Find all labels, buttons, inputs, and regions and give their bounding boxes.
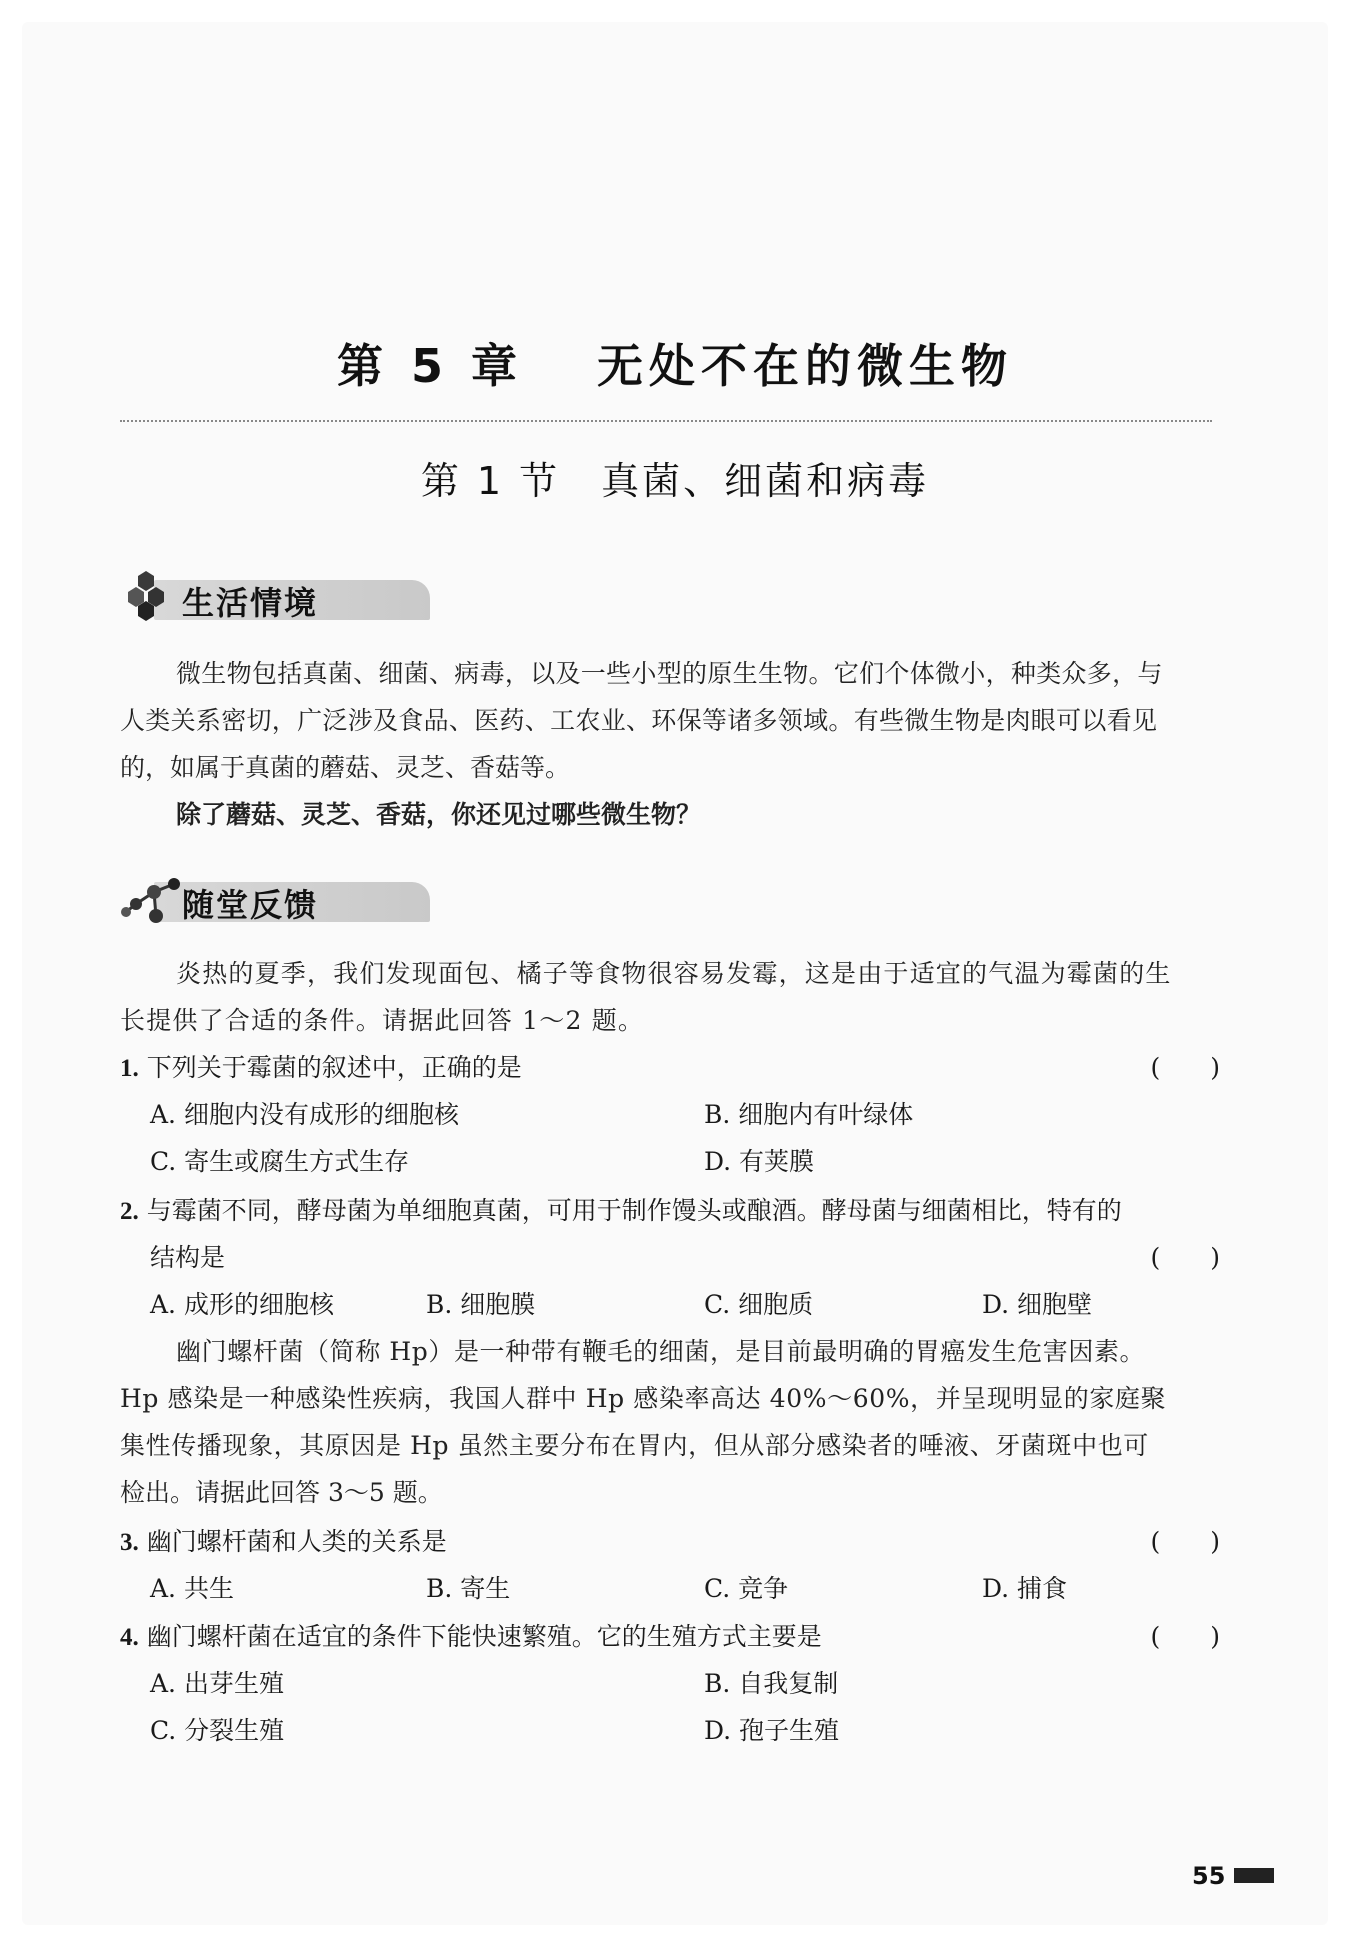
answer-bracket[interactable]: ( ) xyxy=(1150,1622,1220,1651)
question-number: 4. xyxy=(120,1624,139,1651)
option-c[interactable]: C. 细胞质 xyxy=(704,1290,814,1319)
molecule-icon xyxy=(118,870,188,930)
paragraph-line: 炎热的夏季，我们发现面包、橘子等食物很容易发霉，这是由于适宜的气温为霉菌的生 xyxy=(176,959,1172,988)
option-c[interactable]: C. 寄生或腐生方式生存 xyxy=(150,1147,410,1176)
question-number: 3. xyxy=(120,1529,139,1556)
paragraph-line: 人类关系密切，广泛涉及食品、医药、工农业、环保等诸多领域。有些微生物是肉眼可以看见 xyxy=(120,706,1158,735)
option-b[interactable]: B. 自我复制 xyxy=(704,1669,839,1698)
paragraph-line: 长提供了合适的条件。请据此回答 1～2 题。 xyxy=(120,1006,645,1035)
page-number-bar xyxy=(1234,1868,1274,1883)
question-number: 1. xyxy=(120,1055,139,1082)
paragraph-line: 检出。请据此回答 3～5 题。 xyxy=(120,1478,443,1507)
option-d[interactable]: D. 有荚膜 xyxy=(704,1147,815,1176)
question-4 xyxy=(120,1613,1220,1660)
paragraph-line: Hp 感染是一种感染性疾病，我国人群中 Hp 感染率高达 40%～60%，并呈现明显的家庭聚 xyxy=(120,1384,1167,1413)
question-stem: 下列关于霉菌的叙述中，正确的是 xyxy=(146,1053,522,1082)
feedback-heading-label: 随堂反馈 xyxy=(182,886,319,924)
paragraph-line: 集性传播现象，其原因是 Hp 虽然主要分布在胃内，但从部分感染者的唾液、牙菌斑中也可 xyxy=(120,1431,1149,1460)
chapter-title: 第 5 章 无处不在的微生物 xyxy=(336,339,1014,393)
paragraph-line: 的，如属于真菌的蘑菇、灵芝、香菇等。 xyxy=(120,753,571,782)
question-2-continued xyxy=(150,1234,1220,1281)
life-context-heading-label: 生活情境 xyxy=(182,584,319,622)
hexagon-cluster-icon xyxy=(118,568,182,624)
question-stem: 与霉菌不同，酵母菌为单细胞真菌，可用于制作馒头或酿酒。酵母菌与细菌相比，特有的 xyxy=(146,1196,1122,1225)
option-a[interactable]: A. 共生 xyxy=(150,1574,234,1603)
question-2 xyxy=(120,1187,1220,1235)
feedback-heading xyxy=(118,870,458,926)
option-c[interactable]: C. 竞争 xyxy=(704,1574,789,1603)
question-stem: 幽门螺杆菌在适宜的条件下能快速繁殖。它的生殖方式主要是 xyxy=(146,1622,822,1651)
chapter-divider xyxy=(120,420,1212,422)
life-context-question: 除了蘑菇、灵芝、香菇，你还见过哪些微生物？ xyxy=(176,800,702,829)
question-stem: 结构是 xyxy=(150,1243,226,1272)
option-b[interactable]: B. 细胞内有叶绿体 xyxy=(704,1100,914,1129)
paragraph-line: 幽门螺杆菌（简称 Hp）是一种带有鞭毛的细菌，是目前最明确的胃癌发生危害因素。 xyxy=(176,1337,1146,1366)
option-a[interactable]: A. 成形的细胞核 xyxy=(150,1290,334,1319)
answer-bracket[interactable]: ( ) xyxy=(1150,1053,1220,1082)
question-number: 2. xyxy=(120,1198,139,1225)
question-stem: 幽门螺杆菌和人类的关系是 xyxy=(146,1527,447,1556)
feedback-intro-1 xyxy=(120,950,1220,1044)
option-b[interactable]: B. 细胞膜 xyxy=(426,1290,536,1319)
answer-bracket[interactable]: ( ) xyxy=(1150,1243,1220,1272)
section-title: 第 1 节 真菌、细菌和病毒 xyxy=(420,459,930,503)
feedback-intro-2 xyxy=(120,1328,1220,1516)
option-d[interactable]: D. 细胞壁 xyxy=(982,1290,1093,1319)
question-1 xyxy=(120,1044,1220,1091)
option-c[interactable]: C. 分裂生殖 xyxy=(150,1716,285,1745)
option-a[interactable]: A. 出芽生殖 xyxy=(150,1669,284,1698)
option-d[interactable]: D. 孢子生殖 xyxy=(704,1716,840,1745)
life-context-heading xyxy=(118,568,458,624)
option-b[interactable]: B. 寄生 xyxy=(426,1574,511,1603)
option-d[interactable]: D. 捕食 xyxy=(982,1574,1068,1603)
life-context-paragraph xyxy=(120,650,1220,838)
answer-bracket[interactable]: ( ) xyxy=(1150,1527,1220,1556)
question-3 xyxy=(120,1518,1220,1565)
option-a[interactable]: A. 细胞内没有成形的细胞核 xyxy=(150,1100,459,1129)
paragraph-line: 微生物包括真菌、细菌、病毒，以及一些小型的原生生物。它们个体微小，种类众多，与 xyxy=(176,659,1163,688)
page-number: 55 xyxy=(1192,1862,1226,1890)
